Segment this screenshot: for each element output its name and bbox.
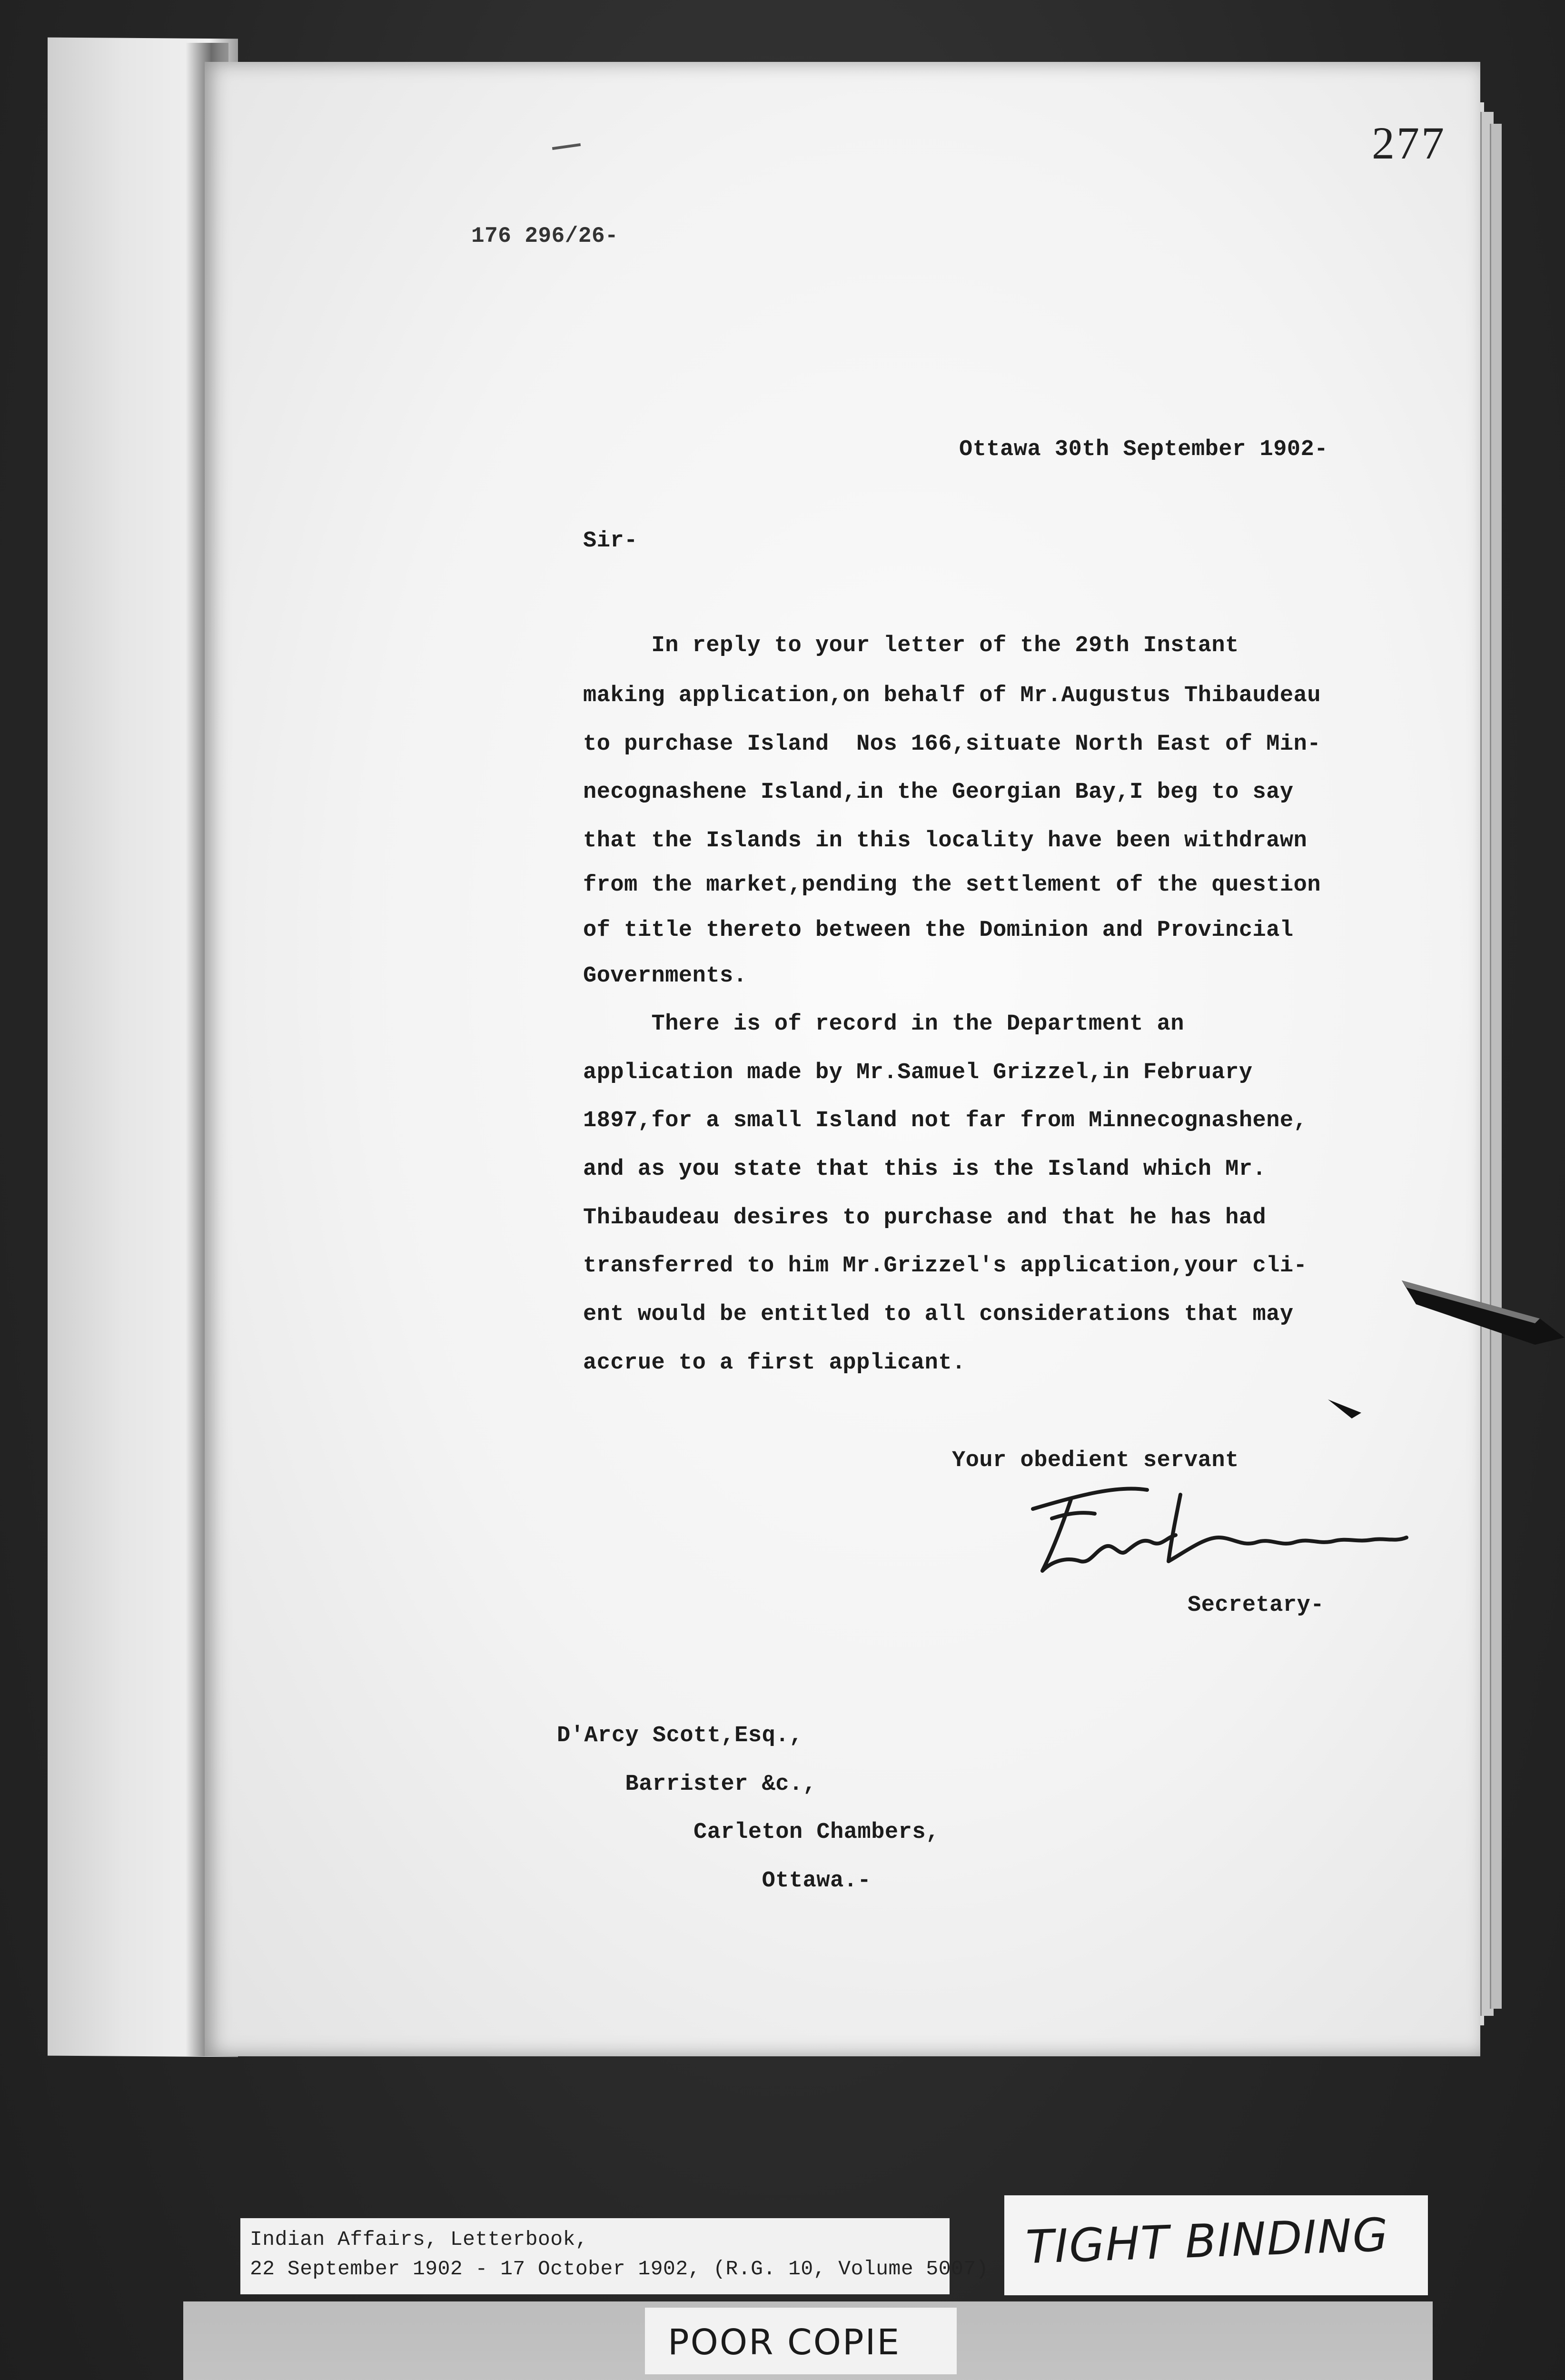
body-line: There is of record in the Department an [583, 1012, 1185, 1037]
signature-icon [1023, 1466, 1414, 1590]
body-line: that the Islands in this locality have been withdrawn [583, 828, 1307, 853]
source-label [240, 2218, 989, 2294]
body-line: ent would be entitled to all considerations that may [583, 1302, 1294, 1327]
page-stack-edge [1490, 124, 1502, 2009]
source-line: Indian Affairs, Letterbook, [250, 2228, 588, 2251]
body-line: In reply to your letter of the 29th Instant [583, 633, 1239, 658]
address-line: Barrister &c., [557, 1772, 817, 1797]
source-line: 22 September 1902 - 17 October 1902, (R.G. 10, Volume 5007) [250, 2257, 989, 2281]
signatory-title: Secretary- [1188, 1593, 1325, 1618]
pencil-arrow-mark [1328, 1399, 1361, 1418]
body-line: accrue to a first applicant. [583, 1350, 966, 1376]
address-line: Carleton Chambers, [557, 1820, 940, 1845]
address-line: Ottawa.- [557, 1868, 872, 1894]
body-line: Thibaudeau desires to purchase and that he has had [583, 1205, 1267, 1230]
handwritten-note-card [1004, 2195, 1428, 2295]
body-line: necognashene Island,in the Georgian Bay,I beg to say [583, 780, 1294, 805]
body-line: application made by Mr.Samuel Grizzel,in February [583, 1060, 1253, 1085]
handwritten-note: TIGHT BINDING [1025, 2208, 1390, 2274]
letter-page [205, 62, 1480, 2056]
pen-nib-pointer-icon [1397, 1261, 1565, 1423]
body-line: of title thereto between the Dominion and Provincial [583, 918, 1294, 943]
body-line: from the market,pending the settlement of the question [583, 873, 1321, 898]
handwritten-note-card [645, 2308, 957, 2374]
date-line: Ottawa 30th September 1902- [959, 437, 1328, 462]
body-line: 1897,for a small Island not far from Minnecognashene, [583, 1108, 1307, 1133]
handwritten-note: POOR COPIE [668, 2322, 901, 2363]
body-line: and as you state that this is the Island which Mr. [583, 1157, 1267, 1182]
body-line: making application,on behalf of Mr.Augustus Thibaudeau [583, 683, 1321, 708]
body-line: to purchase Island Nos 166,situate North East of Min- [583, 732, 1321, 757]
body-line: transferred to him Mr.Grizzel's application,your cli- [583, 1253, 1307, 1279]
salutation: Sir- [583, 528, 638, 554]
closing: Your obedient servant [952, 1448, 1239, 1473]
body-line: Governments. [583, 963, 747, 989]
address-line: D'Arcy Scott,Esq., [557, 1723, 803, 1748]
file-reference: 176 296/26- [471, 224, 619, 248]
page-number: 277 [1372, 118, 1446, 169]
